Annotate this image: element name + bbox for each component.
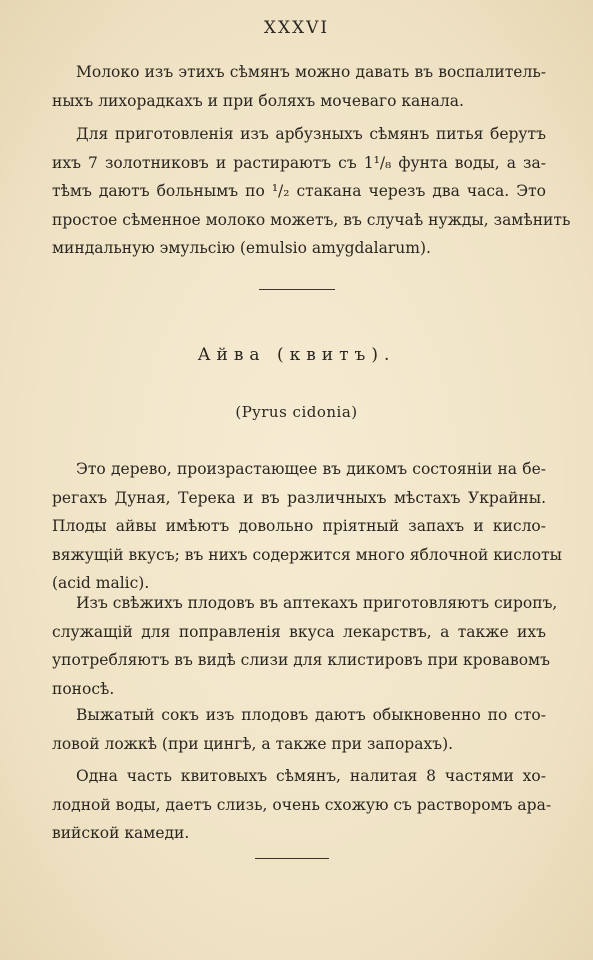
text-line: ловой ложкѣ (при цингѣ, а также при запорахъ). <box>52 734 454 753</box>
text-line: тѣмъ даютъ больнымъ по ¹/₂ стакана черезъ два часа. Это <box>52 182 546 200</box>
text-line: Молоко изъ этихъ сѣмянъ можно давать въ воспалитель- <box>76 63 546 81</box>
section-end-rule <box>255 858 329 859</box>
text-line: вяжущій вкусъ; въ нихъ содержится много яблочной кислоты <box>52 545 562 564</box>
text-line: миндальную эмульсію (emulsio amygdalarum). <box>52 239 431 257</box>
page-number-header: XXXVI <box>263 18 330 38</box>
text-line: служащій для поправленія вкуса лекарствъ, а также ихъ <box>52 622 546 641</box>
text-line: вийской камеди. <box>52 824 190 842</box>
section-title: Айва (квитъ). <box>197 345 396 365</box>
paragraph-seed-mucilage <box>52 762 552 848</box>
text-line: Изъ свѣжихъ плодовъ въ аптекахъ приготовляютъ сиропъ, <box>76 594 558 612</box>
text-line: Это дерево, произрастающее въ дикомъ состояніи на бе- <box>76 460 546 478</box>
text-line: простое сѣменное молоко можетъ, въ случаѣ нужды, замѣнить <box>52 210 571 229</box>
paragraph-syrup <box>52 589 558 703</box>
text-line: ихъ 7 золотниковъ и растираютъ съ 1¹/₈ фунта воды, а за- <box>52 153 546 172</box>
paragraph-watermelon-seeds <box>52 120 571 263</box>
paragraph-milk-usage <box>52 58 546 115</box>
text-line: регахъ Дуная, Терека и въ различныхъ мѣстахъ Украйны. <box>52 488 546 507</box>
text-line: поносѣ. <box>52 679 115 698</box>
text-line: Одна часть квитовыхъ сѣмянъ, налитая 8 частями хо- <box>76 767 546 785</box>
section-latin-name: (Pyrus cidonia) <box>235 403 358 421</box>
paragraph-juice <box>52 701 546 758</box>
text-line: лодной воды, даетъ слизь, очень схожую съ растворомъ ара- <box>52 795 552 814</box>
text-line: Плоды айвы имѣютъ довольно пріятный запахъ и кисло- <box>52 517 546 535</box>
text-line: употребляютъ въ видѣ слизи для клистировъ при кровавомъ <box>52 651 550 669</box>
text-line: ныхъ лихорадкахъ и при боляхъ мочеваго канала. <box>52 91 464 110</box>
section-divider-rule <box>259 289 335 290</box>
text-line: Выжатый сокъ изъ плодовъ даютъ обыкновенно по сто- <box>76 706 546 724</box>
text-line: Для приготовленія изъ арбузныхъ сѣмянъ питья берутъ <box>76 125 546 143</box>
text-line: (acid malic). <box>52 574 150 592</box>
paragraph-quince-description <box>52 455 562 598</box>
